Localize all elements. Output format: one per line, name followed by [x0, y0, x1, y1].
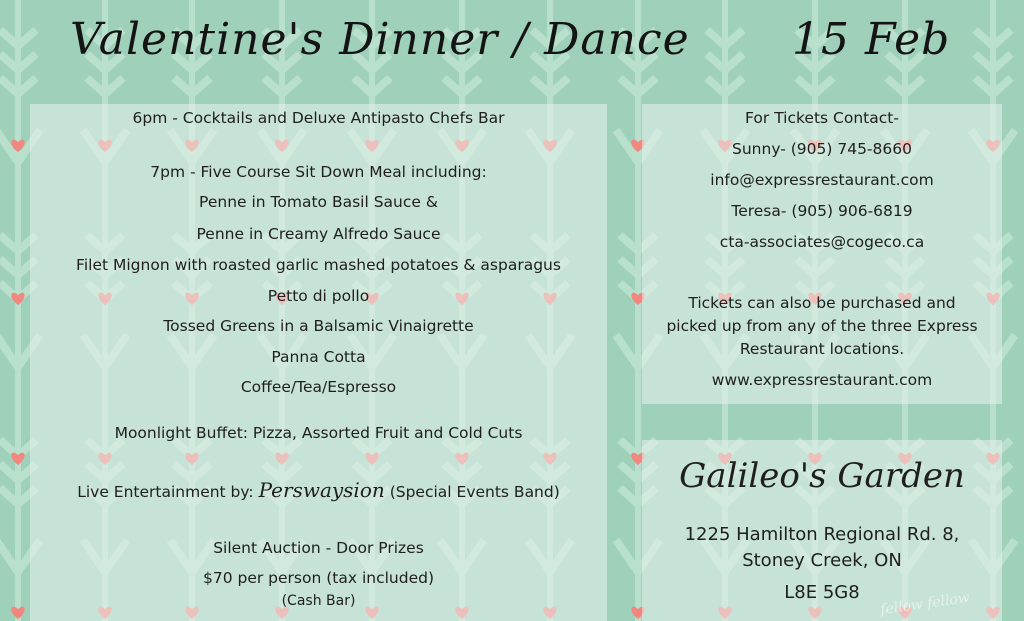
menu-line: 6pm - Cocktails and Deluxe Antipasto Chefs Bar — [132, 109, 505, 127]
menu-panel — [30, 104, 607, 621]
menu-line: Panna Cotta — [271, 348, 366, 366]
page-title — [70, 14, 1010, 84]
event-date: 15 Feb — [792, 14, 951, 65]
menu-line: Penne in Tomato Basil Sauce & — [199, 193, 438, 211]
venue-address: L8E 5G8 — [784, 582, 860, 603]
event-title: Valentine's Dinner / Dance — [70, 14, 690, 65]
entertainment-line — [30, 480, 607, 502]
venue-address: Stoney Creek, ON — [742, 550, 902, 571]
auction-line: Silent Auction - Door Prizes — [213, 539, 424, 557]
entertainment-prefix: Live Entertainment by: — [77, 483, 254, 501]
purchase-info: picked up from any of the three Express — [666, 317, 978, 335]
menu-line: Penne in Creamy Alfredo Sauce — [196, 225, 441, 243]
contact-phone: Sunny- (905) 745-8660 — [732, 140, 912, 158]
contact-email-link[interactable]: info@expressrestaurant.com — [710, 171, 934, 189]
price-line: $70 per person (tax included) — [202, 569, 434, 587]
menu-line: Coffee/Tea/Espresso — [240, 378, 397, 396]
venue-address: 1225 Hamilton Regional Rd. 8, — [684, 524, 960, 545]
menu-line: Filet Mignon with roasted garlic mashed potatoes & asparagus — [76, 256, 561, 274]
menu-line: 7pm - Five Course Sit Down Meal including: — [150, 163, 487, 181]
band-name: Perswaysion — [258, 478, 385, 502]
contact-phone: Teresa- (905) 906-6819 — [731, 202, 913, 220]
contact-email-link[interactable]: cta-associates@cogeco.ca — [719, 233, 925, 251]
venue-name: Galileo's Garden — [679, 456, 965, 496]
menu-line: Tossed Greens in a Balsamic Vinaigrette — [163, 317, 474, 335]
menu-line: Petto di pollo — [267, 287, 370, 305]
cash-bar-line: (Cash Bar) — [281, 593, 356, 609]
contact-heading: For Tickets Contact- — [745, 109, 899, 127]
menu-line: Moonlight Buffet: Pizza, Assorted Fruit and Cold Cuts — [114, 424, 523, 442]
website-link[interactable]: www.expressrestaurant.com — [711, 371, 933, 389]
purchase-info: Tickets can also be purchased and — [688, 294, 956, 312]
purchase-info: Restaurant locations. — [739, 340, 905, 358]
contact-panel — [642, 104, 1002, 404]
watermark: fellow fellow — [879, 589, 971, 619]
entertainment-suffix: (Special Events Band) — [389, 483, 560, 501]
